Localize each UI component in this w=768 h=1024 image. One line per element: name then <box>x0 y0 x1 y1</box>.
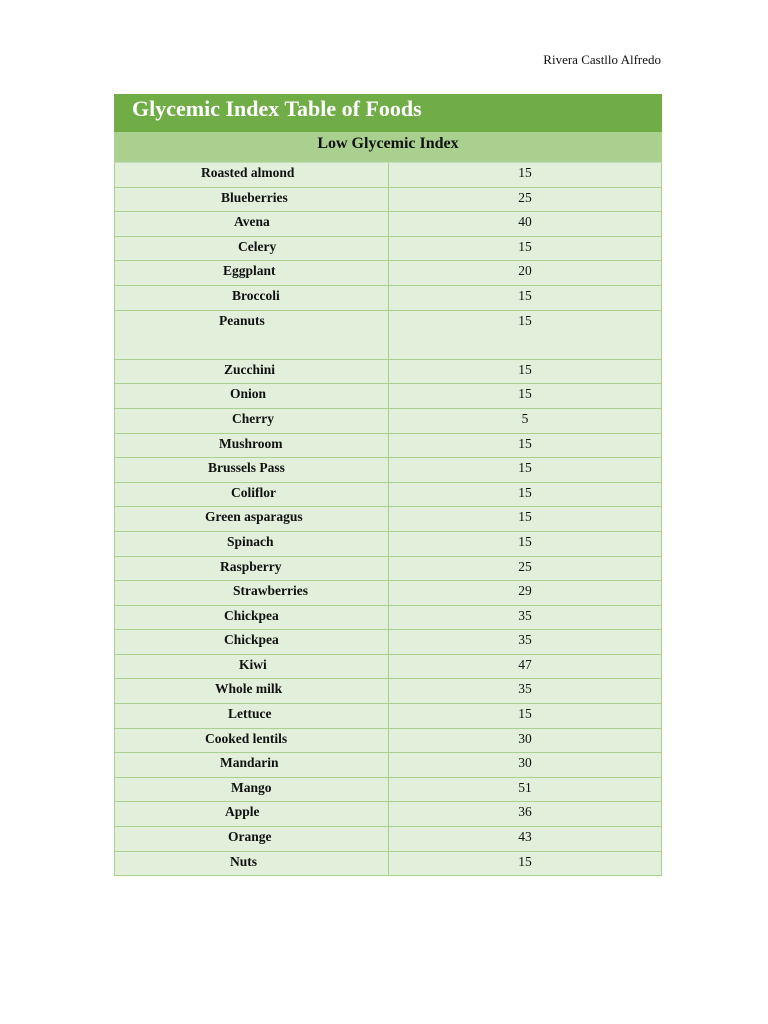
table-row <box>114 188 662 213</box>
food-name: Kiwi <box>239 656 267 672</box>
table-row <box>114 778 662 803</box>
food-name-cell <box>115 458 389 482</box>
table-row <box>114 507 662 532</box>
table-row <box>114 704 662 729</box>
table-row <box>114 753 662 778</box>
food-name: Raspberry <box>220 558 282 574</box>
food-name-cell <box>115 261 389 285</box>
glycemic-index-value: 15 <box>518 853 532 869</box>
table-row <box>114 729 662 754</box>
food-name-cell <box>115 852 389 876</box>
table-row <box>114 852 662 877</box>
glycemic-index-value: 35 <box>518 632 532 648</box>
glycemic-index-value: 15 <box>518 484 532 500</box>
glycemic-index-value: 36 <box>518 804 532 820</box>
table-row <box>114 212 662 237</box>
food-name: Roasted almond <box>201 165 295 180</box>
table-title-bar <box>114 94 662 132</box>
table-row <box>114 311 662 360</box>
glycemic-index-value: 20 <box>518 263 532 279</box>
food-name-cell <box>115 360 389 384</box>
food-name: Lettuce <box>228 706 272 722</box>
table-row <box>114 163 662 188</box>
table-row <box>114 237 662 262</box>
food-name: Mushroom <box>219 435 283 451</box>
food-name: Eggplant <box>223 263 276 279</box>
food-name-cell <box>115 384 389 408</box>
glycemic-index-value: 15 <box>518 287 532 303</box>
table-title: Glycemic Index Table of Foods <box>132 96 422 121</box>
food-name: Apple <box>225 804 260 820</box>
food-name: Avena <box>234 214 270 230</box>
food-name-cell <box>115 434 389 458</box>
food-name-cell <box>115 655 389 679</box>
table-subheading-bar <box>114 132 662 162</box>
food-name-cell <box>115 630 389 654</box>
glycemic-index-value: 30 <box>518 755 532 771</box>
glycemic-index-value: 30 <box>518 730 532 746</box>
table-row <box>114 581 662 606</box>
glycemic-index-value: 15 <box>518 238 532 254</box>
table-body <box>114 162 662 876</box>
food-name: Strawberries <box>233 583 308 599</box>
glycemic-index-value: 15 <box>518 165 532 180</box>
glycemic-index-value: 15 <box>518 533 532 549</box>
food-name: Mango <box>231 779 272 795</box>
table-row <box>114 557 662 582</box>
table-row <box>114 286 662 311</box>
glycemic-index-value: 15 <box>518 361 532 377</box>
food-name-cell <box>115 163 389 187</box>
food-name: Mandarin <box>220 755 279 771</box>
food-name-cell <box>115 237 389 261</box>
food-name-cell <box>115 507 389 531</box>
glycemic-index-value: 35 <box>518 681 532 697</box>
food-name: Green asparagus <box>205 509 303 525</box>
table-row <box>114 384 662 409</box>
food-name: Zucchini <box>224 361 276 377</box>
table-subheading: Low Glycemic Index <box>317 135 459 152</box>
food-name-cell <box>115 679 389 703</box>
table-row <box>114 458 662 483</box>
food-name-cell <box>115 753 389 777</box>
food-name-cell <box>115 606 389 630</box>
table-row <box>114 360 662 385</box>
glycemic-index-value: 40 <box>518 214 532 230</box>
food-name: Onion <box>230 386 267 402</box>
food-name: Coliflor <box>231 484 276 500</box>
glycemic-index-value: 29 <box>518 583 532 599</box>
glycemic-index-value: 5 <box>521 410 529 426</box>
glycemic-index-value: 25 <box>518 558 532 574</box>
table-row <box>114 261 662 286</box>
glycemic-index-table <box>114 94 662 876</box>
food-name: Nuts <box>230 853 258 869</box>
food-name-cell <box>115 212 389 236</box>
glycemic-index-value: 47 <box>518 656 532 672</box>
table-row <box>114 606 662 631</box>
table-row <box>114 802 662 827</box>
table-row <box>114 483 662 508</box>
glycemic-index-value: 15 <box>518 386 532 402</box>
food-name: Broccoli <box>232 287 280 303</box>
food-name-cell <box>115 311 389 359</box>
food-name: Blueberries <box>221 189 288 205</box>
food-name-cell <box>115 827 389 851</box>
table-row <box>114 434 662 459</box>
glycemic-index-value: 15 <box>518 460 532 476</box>
glycemic-index-value: 25 <box>518 189 532 205</box>
food-name-cell <box>115 286 389 310</box>
food-name: Cherry <box>232 410 274 426</box>
food-name-cell <box>115 778 389 802</box>
food-name: Spinach <box>227 533 274 549</box>
table-row <box>114 679 662 704</box>
glycemic-index-value: 15 <box>518 312 532 328</box>
food-name-cell <box>115 581 389 605</box>
table-row <box>114 655 662 680</box>
glycemic-index-value: 15 <box>518 706 532 722</box>
food-name: Celery <box>238 238 277 254</box>
food-name: Cooked lentils <box>205 730 288 746</box>
food-name: Whole milk <box>215 681 283 697</box>
food-name-cell <box>115 409 389 433</box>
glycemic-index-value: 51 <box>518 779 532 795</box>
food-name-cell <box>115 704 389 728</box>
food-name: Orange <box>228 829 272 845</box>
food-name-cell <box>115 483 389 507</box>
food-name: Chickpea <box>224 607 279 623</box>
food-name: Brussels Pass <box>208 460 285 476</box>
glycemic-index-value: 15 <box>518 435 532 451</box>
food-name-cell <box>115 729 389 753</box>
table-row <box>114 630 662 655</box>
food-name: Peanuts <box>219 312 265 328</box>
glycemic-index-value: 15 <box>518 509 532 525</box>
food-name-cell <box>115 188 389 212</box>
food-name-cell <box>115 802 389 826</box>
author-name: Rivera Castllo Alfredo <box>543 52 661 67</box>
food-name-cell <box>115 532 389 556</box>
table-row <box>114 532 662 557</box>
table-row <box>114 827 662 852</box>
food-name: Chickpea <box>224 632 279 648</box>
table-row <box>114 409 662 434</box>
glycemic-index-value: 43 <box>518 829 532 845</box>
food-name-cell <box>115 557 389 581</box>
glycemic-index-value: 35 <box>518 607 532 623</box>
